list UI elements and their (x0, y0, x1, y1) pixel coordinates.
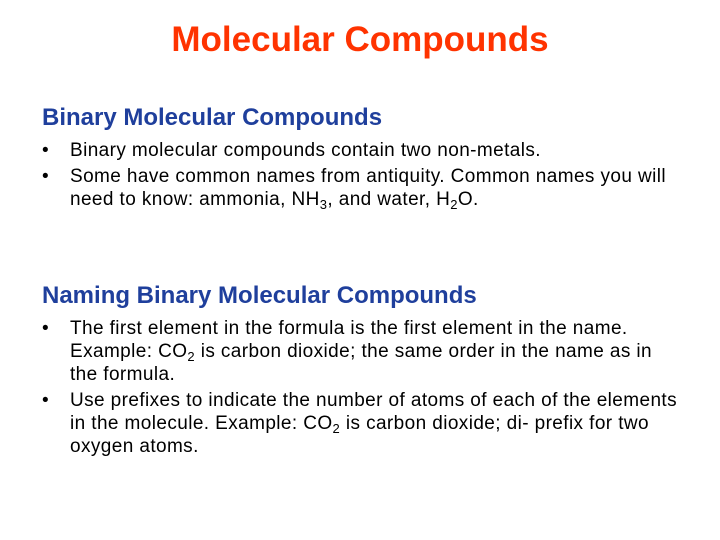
bullet-text: Use prefixes to indicate the number of atoms of each of the elements in the molecule. Example: CO (70, 390, 678, 434)
bullet-text: Some have common names from antiquity. Common names you will need to know: ammonia, NH (70, 166, 666, 210)
bullet-item (42, 389, 682, 458)
section-heading-binary-molecular-compounds: Binary Molecular Compounds (42, 104, 383, 131)
bullet-text: The first element in the formula is the first element in the name. Example: CO (70, 318, 628, 362)
bullet-dot-icon: • (42, 390, 50, 411)
subscript: 3 (319, 197, 328, 212)
subscript: 2 (450, 197, 458, 212)
bullet-item (42, 317, 682, 386)
bullet-text: is carbon dioxide; di- prefix for two oxygen atoms. (70, 413, 649, 457)
section-heading-naming-binary-molecular-compounds: Naming Binary Molecular Compounds (42, 282, 477, 309)
bullet-list-naming-binary-molecular-compounds (42, 317, 682, 461)
bullet-list-binary-molecular-compounds (42, 139, 682, 214)
bullet-text: O. (457, 189, 479, 210)
bullet-text: is carbon dioxide; the same order in the name as in the formula. (70, 341, 653, 385)
bullet-dot-icon: • (42, 140, 50, 161)
slide-title: Molecular Compounds (171, 20, 549, 59)
bullet-item (42, 165, 682, 211)
bullet-text: , and water, H (327, 189, 451, 210)
bullet-dot-icon: • (42, 166, 50, 187)
subscript: 2 (187, 349, 196, 364)
bullet-item (42, 139, 682, 162)
bullet-text: Binary molecular compounds contain two non-metals. (70, 140, 541, 161)
bullet-dot-icon: • (42, 318, 50, 339)
subscript: 2 (332, 421, 341, 436)
